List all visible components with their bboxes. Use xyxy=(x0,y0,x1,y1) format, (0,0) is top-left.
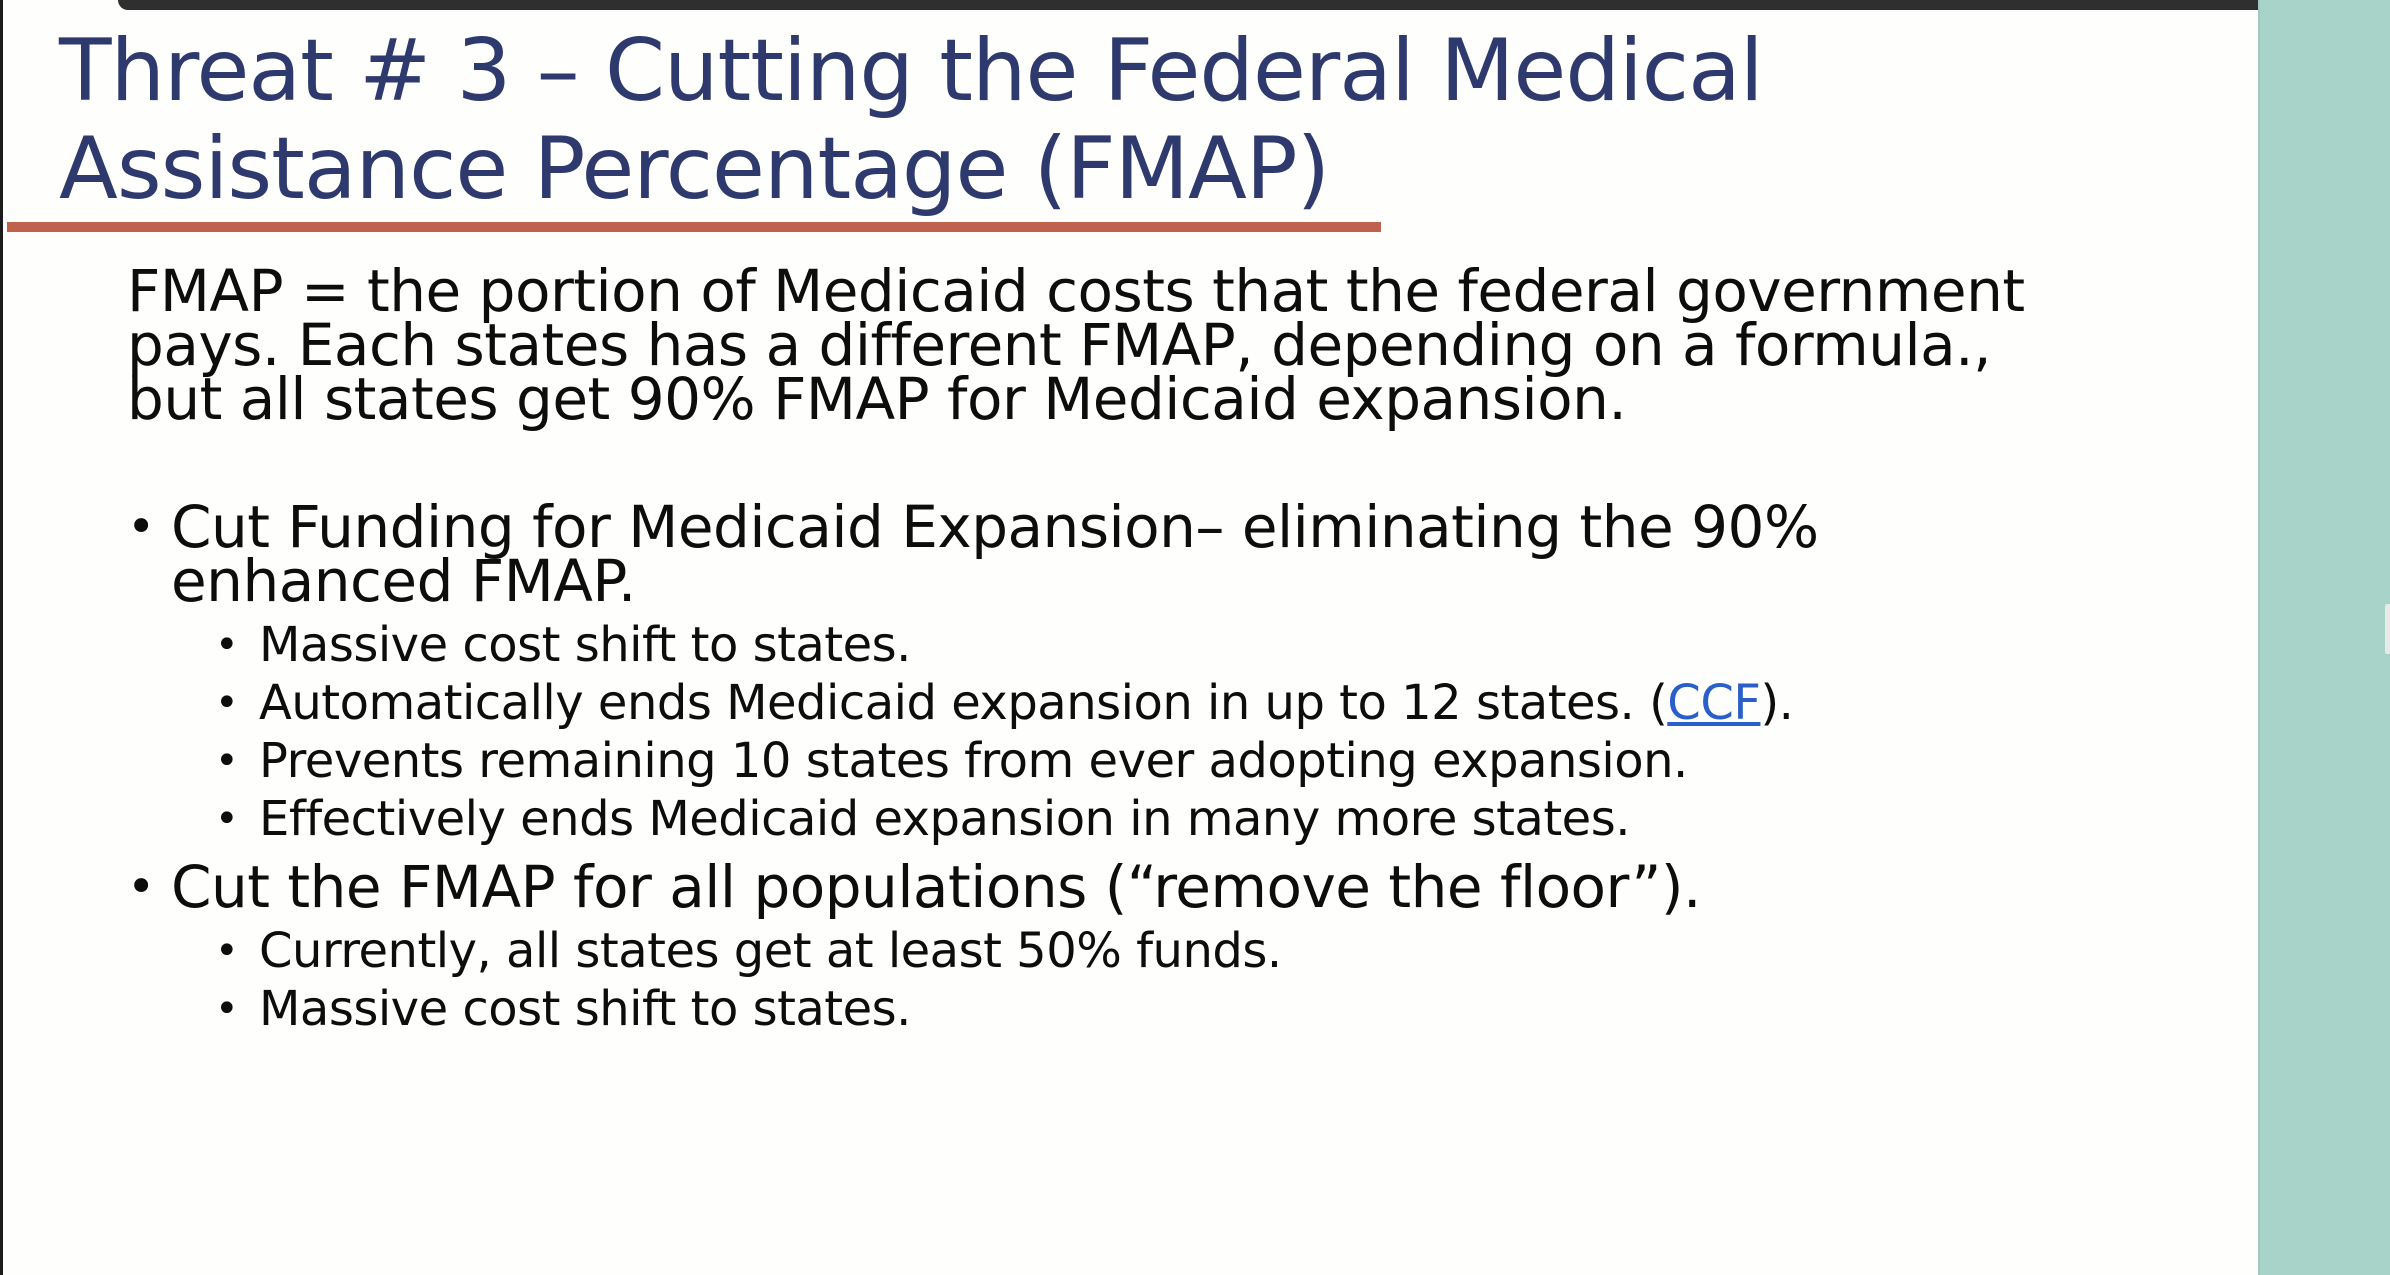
sub-bullet-item: • Prevents remaining 10 states from ever adopting expansion. xyxy=(215,732,2187,790)
intro-line-2: pays. Each states has a different FMAP, depending on a formula., xyxy=(127,311,1992,379)
sub-bullet-text-end: ). xyxy=(1760,675,1794,731)
sub-bullet-item: • Effectively ends Medicaid expansion in many more states. xyxy=(215,790,2187,848)
sub-bullet-list xyxy=(171,922,2187,1038)
intro-line-1: FMAP = the portion of Medicaid costs that the federal government xyxy=(127,257,2025,325)
bullet-list xyxy=(127,493,2187,1038)
bullet-line: • Cut the FMAP for all populations (“remove the floor”). xyxy=(171,853,1701,921)
sub-bullet-item: • Currently, all states get at least 50% funds. xyxy=(215,922,2187,980)
side-panel xyxy=(2258,0,2390,1275)
sub-bullet-item: • Massive cost shift to states. xyxy=(215,980,2187,1038)
intro-line-3: but all states get 90% FMAP for Medicaid expansion. xyxy=(127,365,1627,433)
title-line-2: Assistance Percentage (FMAP) xyxy=(59,119,1330,219)
sub-bullet-item-with-link xyxy=(215,674,2187,732)
title-underline-rule xyxy=(7,222,1381,232)
sub-bullet-text: Automatically ends Medicaid expansion in up to 12 states. ( xyxy=(259,675,1668,731)
bullet-line: enhanced FMAP. xyxy=(171,547,636,615)
sub-bullet-list xyxy=(171,616,2187,848)
slide-title xyxy=(59,22,1859,218)
bullet-remove-the-floor xyxy=(127,853,2187,1038)
ccf-link[interactable]: CCF xyxy=(1667,675,1761,731)
window-top-bar xyxy=(118,0,2390,10)
bullet-cut-expansion-funding xyxy=(127,493,2187,848)
sub-bullet-item: • Massive cost shift to states. xyxy=(215,616,2187,674)
title-line-1: Threat # 3 – Cutting the Federal Medical xyxy=(59,21,1763,121)
intro-paragraph xyxy=(127,257,2127,433)
scroll-handle[interactable] xyxy=(2385,604,2390,654)
bullet-line: • Cut Funding for Medicaid Expansion– eliminating the 90% xyxy=(171,493,1819,561)
